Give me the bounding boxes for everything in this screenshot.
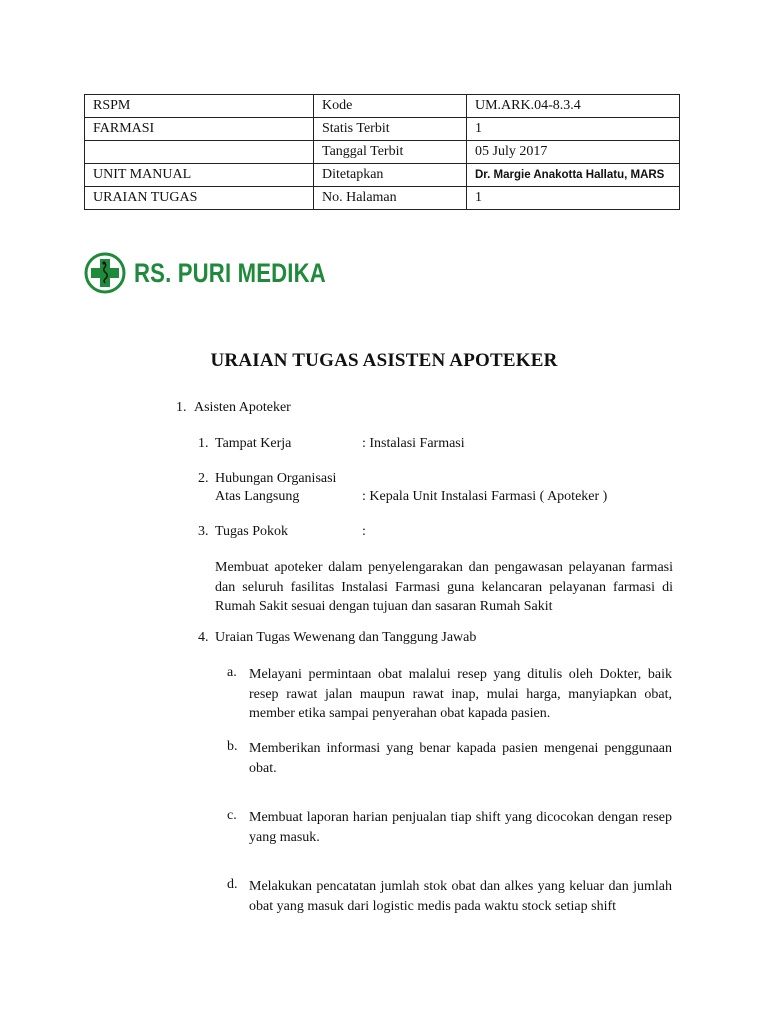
list-item-label: Atas Langsung (215, 489, 300, 504)
table-row (85, 164, 680, 187)
table-cell: RSPM (85, 95, 314, 118)
table-row (85, 118, 680, 141)
table-row (85, 95, 680, 118)
hospital-logo (84, 251, 368, 295)
list-item-label: Uraian Tugas Wewenang dan Tanggung Jawab (215, 630, 477, 645)
sub-item-letter: a. (227, 665, 237, 680)
list-item-number: 4. (198, 630, 209, 645)
table-cell: Statis Terbit (314, 118, 467, 141)
table-cell: UNIT MANUAL (85, 164, 314, 187)
sub-item-text: Memberikan informasi yang benar kapada pasien mengenai penggunaan obat. (249, 741, 672, 776)
table-cell: URAIAN TUGAS (85, 187, 314, 210)
table-cell: 05 July 2017 (467, 141, 680, 164)
table-cell: 1 (467, 118, 680, 141)
sub-item-letter: c. (227, 808, 237, 823)
table-cell (85, 141, 314, 164)
list-item-value: : Instalasi Farmasi (362, 436, 465, 451)
page-title: URAIAN TUGAS ASISTEN APOTEKER (210, 350, 558, 371)
section-label: Asisten Apoteker (194, 400, 291, 415)
list-item-number: 3. (198, 524, 209, 539)
sub-item-letter: d. (227, 877, 238, 892)
sub-item-letter: b. (227, 739, 238, 754)
list-item-number: 2. (198, 471, 209, 486)
medical-cross-icon (84, 252, 126, 294)
table-cell: No. Halaman (314, 187, 467, 210)
sub-item-text: Melayani permintaan obat malalui resep yang ditulis oleh Dokter, baik resep rawat jalan maupun rawat inap, mulai harga, manyiapkan obat, member etika sampai penyerahan obat kapada pasien. (249, 667, 672, 721)
table-cell: Ditetapkan (314, 164, 467, 187)
sub-item-text: Membuat laporan harian penjualan tiap shift yang dicocokan dengan resep yang masuk. (249, 810, 672, 845)
table-cell: Dr. Margie Anakotta Hallatu, MARS (467, 164, 680, 187)
table-cell: Tanggal Terbit (314, 141, 467, 164)
list-item-number: 1. (198, 436, 209, 451)
table-cell: Kode (314, 95, 467, 118)
list-item-value: : (362, 524, 366, 539)
tugas-pokok-paragraph: Membuat apoteker dalam penyelengarakan dan pengawasan pelayanan farmasi dan seluruh fasilitas Instalasi Farmasi guna kelancaran pelayanan farmasi di Rumah Sakit sesuai dengan tujuan dan sasaran Rumah Sakit (215, 560, 673, 614)
list-item-value: : Kepala Unit Instalasi Farmasi ( Apoteker ) (362, 489, 608, 504)
table-row (85, 187, 680, 210)
table-cell: UM.ARK.04-8.3.4 (467, 95, 680, 118)
table-row (85, 141, 680, 164)
section-heading (176, 400, 291, 416)
sub-item-text: Melakukan pencatatan jumlah stok obat dan alkes yang keluar dan jumlah obat yang masuk dari logistic medis pada waktu stock setiap shift (249, 879, 672, 914)
list-item-label: Tampat Kerja (215, 436, 292, 451)
document-header-table (84, 94, 680, 210)
table-cell: FARMASI (85, 118, 314, 141)
table-cell: 1 (467, 187, 680, 210)
logo-text: RS. PURI MEDIKA (134, 257, 326, 288)
section-number: 1. (176, 400, 187, 415)
list-item-label: Hubungan Organisasi (215, 471, 337, 486)
list-item-label: Tugas Pokok (215, 524, 289, 539)
